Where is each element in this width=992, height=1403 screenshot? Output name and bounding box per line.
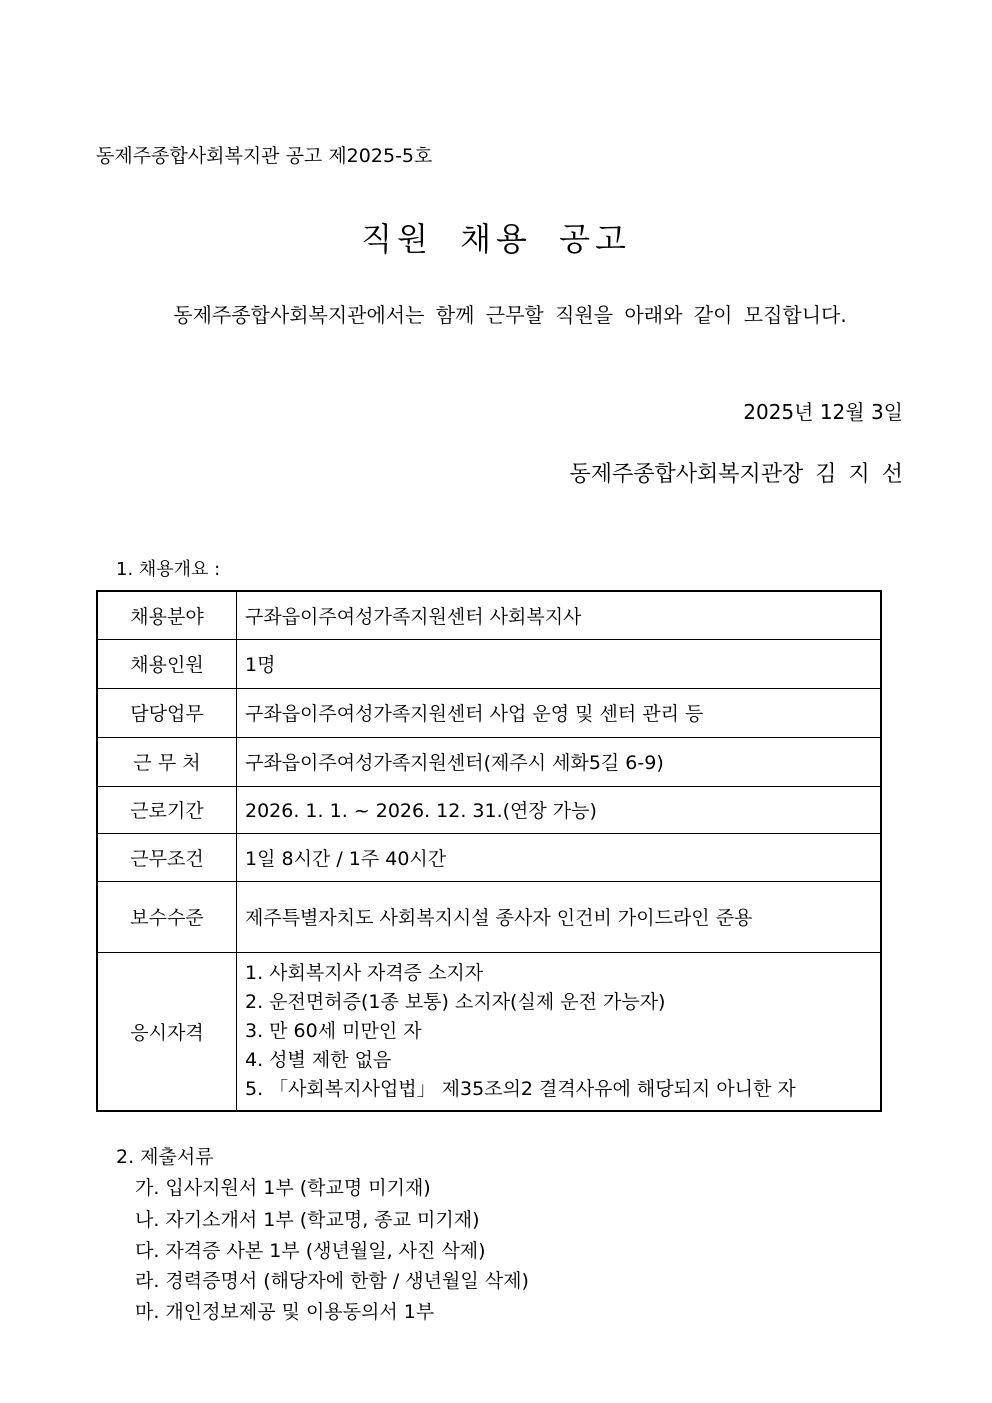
table-row xyxy=(97,881,881,952)
row-label: 채용분야 xyxy=(97,591,237,639)
row-value: 2026. 1. 1. ~ 2026. 12. 31.(연장 가능) xyxy=(237,786,882,833)
row-label: 담당업무 xyxy=(97,688,237,737)
section-heading-documents: 2. 제출서류 xyxy=(116,1146,214,1168)
document-item: 다. 자격증 사본 1부 (생년월일, 사진 삭제) xyxy=(135,1240,486,1262)
table-row xyxy=(97,952,881,1111)
row-label: 근무조건 xyxy=(97,833,237,881)
table-row xyxy=(97,786,881,833)
section-heading-overview: 1. 채용개요 : xyxy=(116,559,221,580)
qualification-item: 4. 성별 제한 없음 xyxy=(245,1048,392,1071)
document-item: 라. 경력증명서 (해당자에 한함 / 생년월일 삭제) xyxy=(135,1270,529,1292)
recruitment-overview-table xyxy=(96,590,882,1112)
page-title: 직원 채용 공고 xyxy=(361,220,631,258)
qualification-item: 3. 만 60세 미만인 자 xyxy=(245,1019,422,1042)
row-label: 근로기간 xyxy=(97,786,237,833)
qualification-list xyxy=(237,952,882,1111)
table-row xyxy=(97,688,881,737)
notice-number: 동제주종합사회복지관 공고 제2025-5호 xyxy=(96,145,433,167)
row-value: 구좌읍이주여성가족지원센터(제주시 세화5길 6-9) xyxy=(237,737,882,786)
table-row xyxy=(97,737,881,786)
row-value: 1일 8시간 / 1주 40시간 xyxy=(237,833,882,881)
row-label: 보수수준 xyxy=(97,881,237,952)
row-value: 제주특별자치도 사회복지시설 종사자 인건비 가이드라인 준용 xyxy=(237,881,882,952)
table-row xyxy=(97,591,881,639)
qualification-item: 2. 운전면허증(1종 보통) 소지자(실제 운전 가능자) xyxy=(245,990,666,1013)
table-row xyxy=(97,833,881,881)
row-value: 1명 xyxy=(237,639,882,688)
row-value: 구좌읍이주여성가족지원센터 사회복지사 xyxy=(237,591,882,639)
row-label: 채용인원 xyxy=(97,639,237,688)
row-value: 구좌읍이주여성가족지원센터 사업 운영 및 센터 관리 등 xyxy=(237,688,882,737)
table-row xyxy=(97,639,881,688)
document-item: 가. 입사지원서 1부 (학교명 미기재) xyxy=(135,1177,431,1199)
row-label: 근 무 처 xyxy=(97,737,237,786)
qualification-item: 1. 사회복지사 자격증 소지자 xyxy=(245,961,484,984)
intro-text: 동제주종합사회복지관에서는 함께 근무할 직원을 아래와 같이 모집합니다. xyxy=(173,303,847,327)
document-item: 마. 개인정보제공 및 이용동의서 1부 xyxy=(135,1301,435,1323)
document-item: 나. 자기소개서 1부 (학교명, 종교 미기재) xyxy=(135,1209,480,1231)
row-label: 응시자격 xyxy=(97,952,237,1111)
notice-date: 2025년 12월 3일 xyxy=(743,400,903,424)
qualification-item: 5. 「사회복지사업법」 제35조의2 결격사유에 해당되지 아니한 자 xyxy=(245,1077,796,1100)
director-signature: 동제주종합사회복지관장 김 지 선 xyxy=(569,462,903,487)
